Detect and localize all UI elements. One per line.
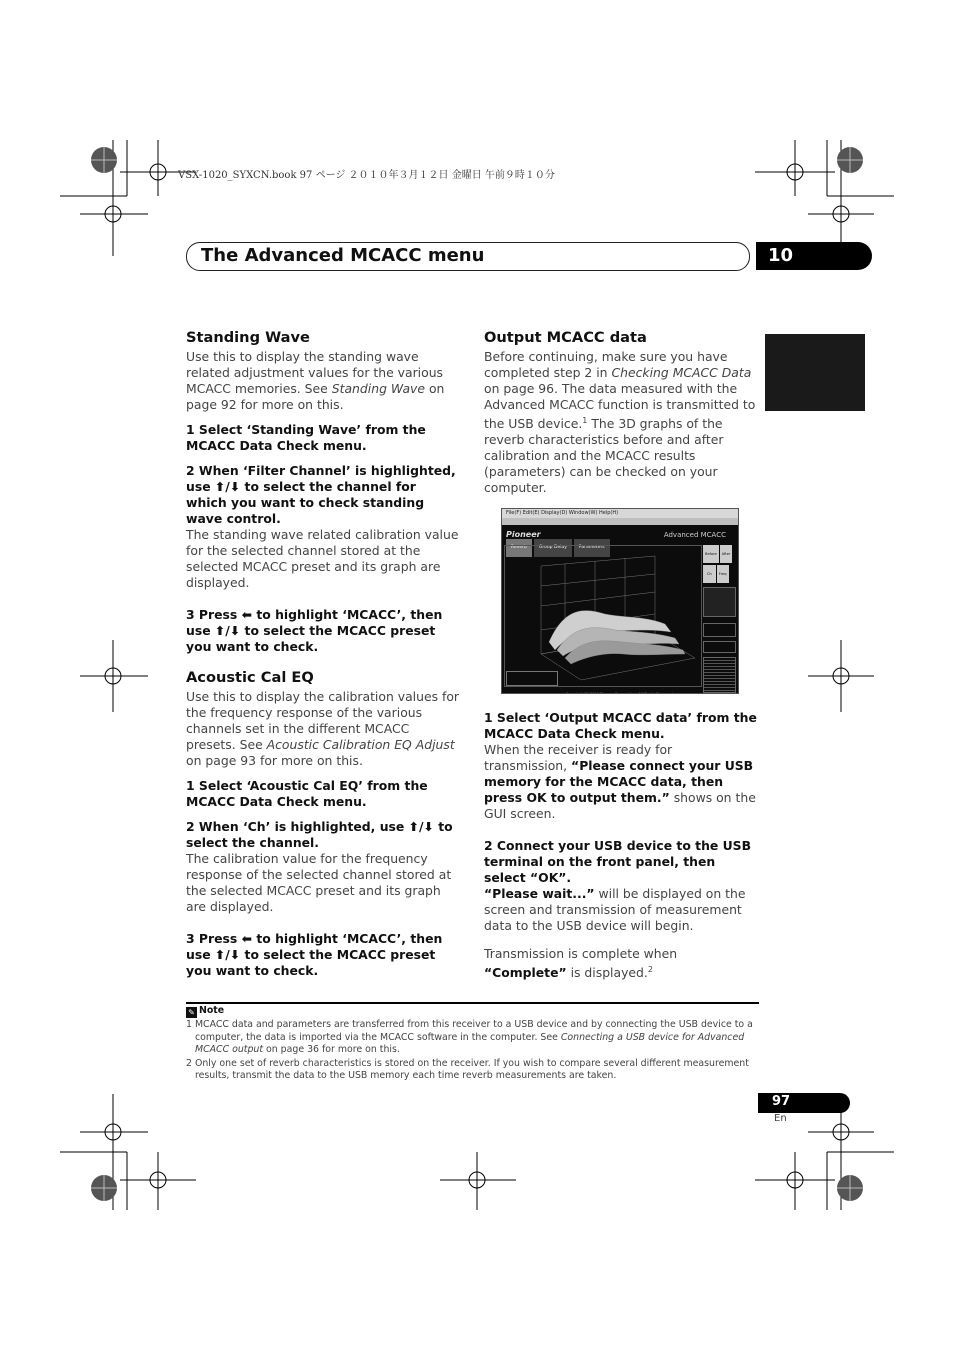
- output-mcacc-step-1-text: When the receiver is ready for transmission, “Please connect your USB memory for the MCACC data, then press OK to output them.” shows on the GUI screen.: [484, 742, 756, 822]
- standing-wave-heading: Standing Wave: [186, 329, 310, 346]
- up-down-arrow-icon: ⬆/⬇: [408, 819, 434, 834]
- up-down-arrow-icon: ⬆/⬇: [214, 947, 241, 962]
- output-mcacc-step-2: 2 Connect your USB device to the USB terminal on the front panel, then select “OK”.: [484, 838, 752, 886]
- language-tab-label: English: [749, 372, 767, 434]
- control-panel: [703, 545, 736, 685]
- app-menu-bar: File(F) Edit(E) Display(D) Window(W) Help(H): [502, 509, 739, 518]
- footnote-1: 1 MCACC data and parameters are transferred from this receiver to a USB device and by connecting the USB device to a computer, the data is imported via the MCACC software in the computer. See Connecting a USB device for Advanced MCACC output on page 36 for more on this.: [186, 1019, 753, 1056]
- page-language: En: [774, 1113, 787, 1124]
- acoustic-cal-eq-intro: Use this to display the calibration values for the frequency response of the various channels set in the different MCACC presets. See Acoustic Calibration EQ Adjust on page 93 for more on this.: [186, 689, 460, 768]
- output-mcacc-step-1: 1 Select ‘Output MCACC data’ from the MCACC Data Check menu.: [484, 710, 757, 742]
- transmission-complete-text: Transmission is complete when “Complete” is displayed.$^2$: [484, 946, 678, 981]
- footnote-2: 2 Only one set of reverb characteristics is stored on the receiver. If you wish to compare several different measurement results, transmit the data to the USB memory each time reverb measurements are taken.: [186, 1057, 749, 1082]
- ch-button: Ch: [703, 565, 716, 583]
- note-heading: ✎ Note: [186, 1005, 759, 1018]
- right-column: [484, 329, 758, 990]
- reverb-type-box: [703, 641, 736, 653]
- tab-reverb: Reverb: [506, 539, 532, 557]
- before-button: Before: [703, 545, 719, 563]
- chapter-title-bar: [186, 242, 750, 271]
- mcacc-software-screenshot: [501, 508, 739, 694]
- graph-area: [504, 545, 702, 687]
- tab-parameters: Parameters: [574, 539, 610, 557]
- output-mcacc-intro: Before continuing, make sure you have completed step 2 in Checking MCACC Data on page 96. The data measured with the Advanced MCACC function is transmitted to the USB device.$^1$ The 3D graphs of the reverb characteristics before and after calibration and the MCACC results (parameters) can be checked on your computer.: [484, 349, 756, 496]
- tab-group-delay: Group Delay: [534, 539, 572, 557]
- standing-wave-step-2-text: The standing wave related calibration value for the selected channel stored at the selected MCACC preset and its graph are displayed.: [186, 527, 459, 590]
- acoustic-cal-eq-step-3: 3 Press ⬅ to highlight ‘MCACC’, then use ⬆/⬇ to select the MCACC preset you want to check.: [186, 931, 443, 978]
- page-number-badge: [758, 1093, 850, 1113]
- chapter-number-badge: [756, 242, 872, 270]
- chapter-number: 10: [768, 245, 794, 266]
- app-copyright: Copyright(C) 2010 Pioneer Corporation. All Rights Reserved.: [565, 692, 675, 695]
- standing-wave-intro: Use this to display the standing wave related adjustment values for the various MCACC memories. See Standing Wave on page 92 for more on this.: [186, 349, 445, 412]
- freq-button: Freq: [717, 565, 729, 583]
- app-toolbar: [502, 518, 738, 525]
- acoustic-cal-eq-step-2: 2 When ‘Ch’ is highlighted, use ⬆/⬇ to select the channel.: [186, 819, 453, 850]
- language-tab: [749, 334, 865, 434]
- standing-wave-step-2: 2 When ‘Filter Channel’ is highlighted, use ⬆/⬇ to select the channel for which you want to check standing wave control.: [186, 463, 456, 526]
- channel-select-box: [506, 671, 558, 686]
- slider-group: [703, 587, 736, 617]
- standing-wave-step-3: 3 Press ⬅ to highlight ‘MCACC’, then use ⬆/⬇ to select the MCACC preset you want to check.: [186, 607, 443, 654]
- acoustic-cal-eq-step-1: 1 Select ‘Acoustic Cal EQ’ from the MCACC Data Check menu.: [186, 778, 428, 809]
- pioneer-logo: Pioneer: [506, 530, 541, 540]
- after-button: After: [720, 545, 733, 563]
- output-mcacc-step-2-text: “Please wait...” will be displayed on the screen and transmission of measurement data to the USB device will begin.: [484, 886, 746, 934]
- up-down-arrow-icon: ⬆/⬇: [214, 623, 241, 638]
- footnotes: [186, 1005, 759, 1084]
- app-title: Advanced MCACC: [663, 531, 726, 540]
- chapter-title: The Advanced MCACC menu: [201, 245, 485, 266]
- note-pencil-icon: ✎: [186, 1007, 197, 1018]
- reverb-3d-graph: [505, 546, 701, 686]
- page-number: 97: [772, 1094, 791, 1109]
- output-mcacc-heading: Output MCACC data: [484, 329, 647, 346]
- up-down-arrow-icon: ⬆/⬇: [214, 479, 241, 494]
- left-arrow-icon: ⬅: [241, 607, 252, 622]
- acoustic-cal-eq-heading: Acoustic Cal EQ: [186, 669, 314, 686]
- acoustic-cal-eq-step-2-text: The calibration value for the frequency response of the selected channel stored at the selected MCACC preset and its graph are displayed.: [186, 851, 452, 914]
- file-box: [703, 623, 736, 637]
- left-column: [186, 329, 460, 979]
- left-arrow-icon: ⬅: [241, 931, 252, 946]
- standing-wave-step-1: 1 Select ‘Standing Wave’ from the MCACC Data Check menu.: [186, 422, 426, 453]
- print-header: VSX-1020_SYXCN.book 97 ページ ２０１０年３月１２日 金曜日 午前９時１０分: [178, 170, 555, 181]
- note-divider: [186, 1002, 759, 1004]
